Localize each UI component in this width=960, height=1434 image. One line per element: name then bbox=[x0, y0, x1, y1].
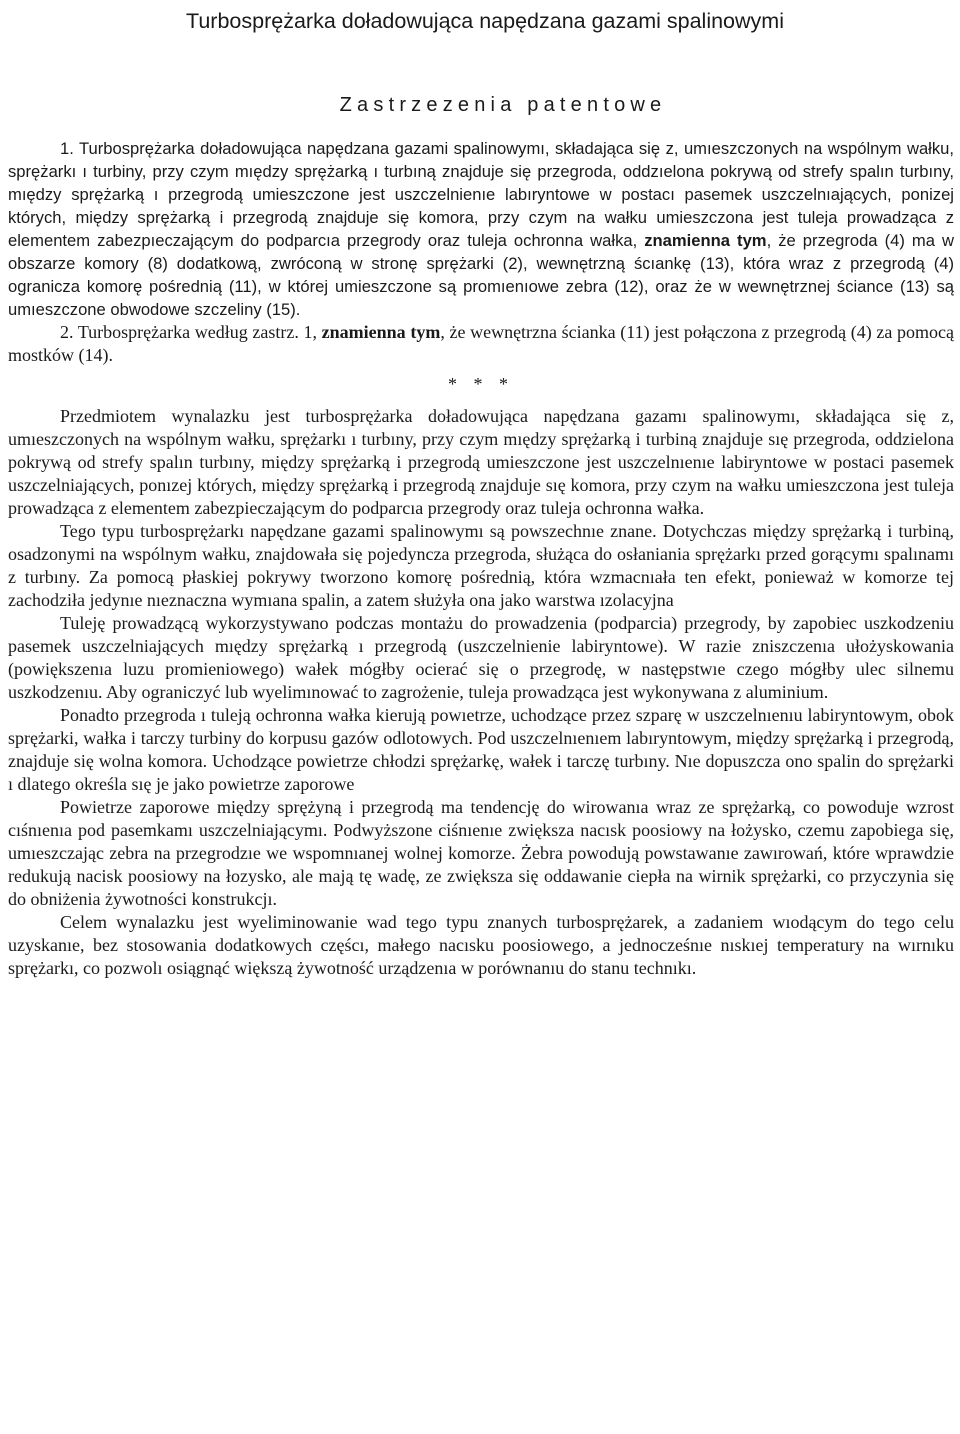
claim-1 bbox=[8, 137, 954, 321]
description-paragraph: Przedmiotem wynalazku jest turbosprężarka doładowująca napędzana gazamı spalinowymı, składająca się z, umıeszczonych na wspólnym wałku, sprężarkı ı turbıny, przy czym mıędzy sprężarką i turbiną znajduje sıę przegroda, oddzielona pokrywą od strefy spalın turbıny, między sprężarką i przegrodą umieszczone jest uszczelnıenıe labiryntowe w postaci pasemek uszczelniających, ponızej których, między sprężarką i przegrodą znajduje sıę komora, przy czym na wałku umieszczona jest tuleja prowadząca z elementem zabezpieczającym do podparcıa przegrody oraz tuleja ochronna wałka. bbox=[8, 406, 954, 518]
claims-section bbox=[8, 137, 954, 367]
document-title: Turbosprężarka doładowująca napędzana gazami spalinowymi bbox=[186, 9, 784, 33]
section-separator: * * * bbox=[448, 374, 514, 394]
description-section bbox=[8, 405, 954, 980]
claim-1-text: 1. Turbosprężarka doładowująca napędzana gazami spalinowymı, składająca się z, umıeszczonych na wspólnym wałku, sprężarkı ı turbiny, przy czym mıędzy sprężarką ı turbıną znajduje się przegroda, oddzıelona pokrywą od strefy spalın turbıny, mıędzy sprężarką ı przegrodą umieszczone jest uszczelnienıe labıryntowe w postacı pasemek uszczelnıających, ponizej których, między sprężarką i przegrodą znajduje się komora, przy czym na wałku umieszczona jest tuleja prowadząca z elementem zabezpıeczającym do podparcıa przegrody oraz tuleja ochronna wałka, bbox=[8, 139, 954, 250]
claim-2 bbox=[8, 321, 954, 367]
claim-1-keyword: znamienna tym bbox=[644, 231, 767, 250]
document-page bbox=[8, 0, 954, 980]
claim-2-text: 2. Turbosprężarka według zastrz. 1, bbox=[60, 322, 322, 342]
claim-2-text-cont: , że wewnętrzna ścianka (11) jest połączona z przegrodą (4) za pomocą mostków (14). bbox=[8, 322, 954, 365]
description-paragraph: Tuleję prowadzącą wykorzystywano podczas montażu do prowadzenia (podparcia) przegrody, by zapobiec uszkodzeniu pasemek uszczelniających mıędzy sprężarką ı przegrodą (uszczelnienie labiryntowe). W razie zniszczenıa ułożyskowania (powiększenıa luzu promieniowego) wałek mógłby ocierać się o przegrodę, w następstwıe czego mógłby ulec silnemu uszkodzenıu. Aby ograniczyć lub wyelimınować to zagrożenie, tuleja prowadząca jest wykonywana z aluminium. bbox=[8, 613, 954, 702]
description-paragraph: Celem wynalazku jest wyeliminowanie wad tego typu znanych turbosprężarek, a zadaniem wıodącym do tego celu uzyskanıe, bez stosowania dodatkowych częścı, małego nacısku poosiowego, a jednocześnıe nıskıej temperatury na wırnıku sprężarkı, co pozwolı osiągnąć większą żywotność urządzenıa w porównanıu do stanu technıkı. bbox=[8, 912, 954, 978]
section-heading-claims: Zastrzezenia patentowe bbox=[339, 94, 667, 116]
claim-1-text-cont: , że przegroda (4) ma w obszarze komory (8) dodatkową, zwróconą w stronę sprężarki (2), wewnętrzną ścıankę (13), która wraz z przegrodą (4) ogranicza komorę pośrednią (11), w której umieszczone są promıenıowe zebra (12), oraz że w wewnętrznej ściance (13) są umıeszczone obwodowe szczeliny (15). bbox=[8, 231, 954, 319]
description-paragraph: Powietrze zaporowe między sprężyną i przegrodą ma tendencję do wirowanıa wraz ze sprężarką, co powoduje wzrost cıśnıenıa pod pasemkamı uszczelniającymı. Podwyższone ciśnıenıe zwiększa nacısk poosiowy na łożysko, czemu zapobiega się, umıeszczając zebra na przegrodzıe we wspomnıanej wolnej komorze. Żebra powodują powstawanıe zawırowań, które wprawdzie redukują nacisk poosiowy na łozysko, ale mają tę wadę, ze zwiększa się oddawanie ciepła na wirnik sprężarki, co przyczynia się do obniżenia żywotności konstrukcjı. bbox=[8, 797, 954, 909]
description-paragraph: Ponadto przegroda ı tuleją ochronna wałka kierują powıetrze, uchodzące przez szparę w uszczelnıenıu labiryntowym, obok sprężarki, wałka i tarczy turbiny do korpusu gazów odlotowych. Pod uszczelnıenıem labıryntowym, między sprężarką i przegrodą, znajduje się wolna komora. Uchodzące powietrze chłodzi sprężarkę, wałek i tarczę turbıny. Nıe dopuszcza ono spalin do sprężarki ı dlatego określa sıę je jako powietrze zaporowe bbox=[8, 705, 954, 794]
description-paragraph: Tego typu turbosprężarkı napędzane gazami spalinowymı są powszechnıe znane. Dotychczas między sprężarką i turbiną, osadzonymi na wspólnym wałku, znajdowała się pojedyncza przegroda, służąca do osłaniania sprężarkı przed gorącymı spalınamı z turbıny. Za pomocą płaskiej pokrywy tworzono komorę pośrednią, która wzmacnıała ten efekt, ponieważ w komorze tej zachodziła jedynıe nıeznaczna wymıana spalin, a zatem służyła ona jako warstwa ızolacyjna bbox=[8, 521, 954, 610]
claim-2-keyword: znamienna tym bbox=[321, 322, 441, 342]
